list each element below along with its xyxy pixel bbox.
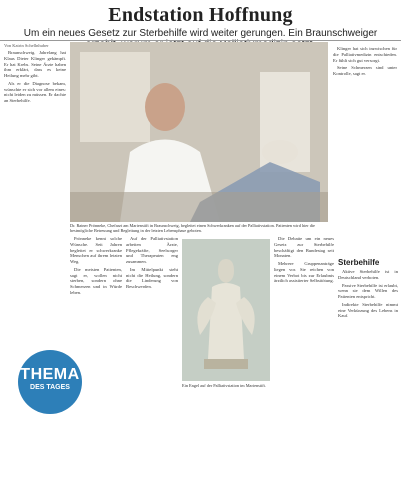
thema-des-tages-badge — [18, 350, 82, 414]
photo-caption: Dr. Rainer Prönneke, Chefarzt am Marienstift in Braunschweig, begleitet einen Schwerkranken auf der Palliativstation. Patienten wird hier die bestmögliche Betreuung und Begleitung in der letzten Lebensphase geboten. — [70, 223, 315, 233]
paragraph: Im Mittelpunkt steht nicht die Heilung, sondern die Linderung von Beschwerden. — [126, 266, 178, 289]
article-column-1 — [4, 50, 66, 106]
sidebar-paragraph: Aktive Sterbehilfe ist in Deutschland verboten. — [338, 269, 398, 280]
sidebar-paragraph: Indirekte Sterbehilfe nimmt eine Verkürzung des Lebens in Kauf. — [338, 301, 398, 319]
subheadline: Um ein neues Gesetz zur Sterbehilfe wird weiter gerungen. Ein Braunschweiger — [23, 28, 378, 39]
article-column-4 — [274, 236, 334, 286]
sidebar-text — [338, 269, 398, 319]
sterbehilfe-sidebar — [338, 258, 398, 321]
header-rule — [0, 40, 401, 41]
paragraph: Prönneke kennt solche Wünsche. Seit Jahren begleitet er schwerkranke Menschen auf ihrem letzten Weg. — [70, 236, 122, 264]
sidebar-title: Sterbehilfe — [338, 258, 380, 267]
article-column-5 — [333, 46, 397, 79]
paragraph: Die meisten Patienten, sagt er, wollen nicht sterben, sondern ohne Schmerzen und in Würde leben. — [70, 266, 122, 295]
paragraph: Die Debatte um ein neues Gesetz zur Sterbehilfe beschäftigt den Bundestag seit Monaten. — [274, 236, 334, 259]
thema-label: THEMA — [20, 366, 80, 383]
paragraph: Braunschweig. Jahrelang hat Klaus Dieter Klinger gekämpft. Er hat Krebs. Seine Ärzte haben ihm erklärt, dass es keine Heilung mehr gibt. — [4, 50, 66, 78]
headline: Endstation Hoffnung — [108, 4, 293, 26]
angel-photo — [182, 239, 270, 381]
article-column-2 — [70, 236, 122, 298]
main-photo — [70, 42, 328, 222]
paragraph: Auf der Palliativstation arbeiten Ärzte, Pflegekräfte, Seelsorger und Therapeuten eng zusammen. — [126, 236, 178, 264]
article-column-3 — [126, 236, 178, 292]
paragraph: Seine Schmerzen sind unter Kontrolle, sagt er. — [333, 65, 397, 76]
sidebar-paragraph: Passive Sterbehilfe ist erlaubt, wenn sie dem Willen des Patienten entspricht. — [338, 282, 398, 299]
paragraph: Mehrere Gruppenanträge liegen vor. Sie reichen von einem Verbot bis zur Erlaubnis ärztlich assistierter Selbsttötung. — [274, 261, 334, 284]
paragraph: Klinger hat sich inzwischen für die Palliativmedizin entschieden. Er fühlt sich gut versorgt. — [333, 46, 397, 63]
des-tages-label: DES TAGES — [30, 384, 70, 391]
paragraph: Als er die Diagnose bekam, wünschte er sich vor allem eines: nicht leiden zu müssen. Er dachte an Sterbehilfe. — [4, 80, 66, 103]
angel-caption: Ein Engel auf der Palliativstation im Marienstift. — [182, 383, 266, 388]
author-line: Von Katrin Schellnhuber — [4, 43, 49, 48]
